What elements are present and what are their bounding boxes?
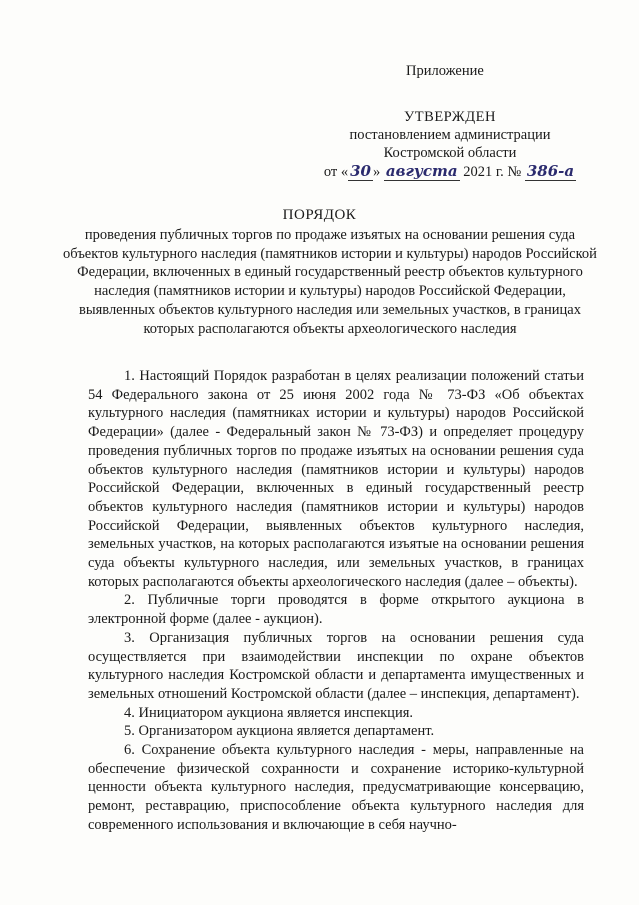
- approved-by-line-1: постановлением администрации: [349, 127, 551, 143]
- date-mid: »: [373, 164, 381, 180]
- paragraph-3: 3. Организация публичных торгов на основании решения суда осуществляется при взаимодействии инспекции по охране объектов культурного наследия Костромской области и департамента имущественных и земельных отношений Костромской области (далее – инспекция, департамент).: [88, 629, 584, 702]
- appendix-label: Приложение: [406, 63, 484, 79]
- document-body: [88, 367, 584, 835]
- handwritten-day: 30: [350, 162, 371, 180]
- document-title: ПОРЯДОК: [282, 207, 357, 223]
- paragraph-4: 4. Инициатором аукциона является инспекция.: [124, 704, 413, 721]
- date-year: 2021 г. №: [463, 164, 522, 180]
- approval-block: [300, 108, 600, 181]
- paragraph-5: 5. Организатором аукциона является департамент.: [124, 723, 435, 740]
- handwritten-month: августа: [385, 162, 458, 180]
- approved-heading: УТВЕРЖДЕН: [404, 109, 496, 125]
- approval-date-line: [300, 162, 600, 181]
- approved-by-line-2: Костромской области: [383, 145, 517, 161]
- paragraph-1: 1. Настоящий Порядок разработан в целях реализации положений статьи 54 Федерального закона от 25 июня 2002 года № 73-ФЗ «Об объектах культурного наследия (памятниках истории и культуры) народов Российской Федерации» (далее - Федеральный закон № 73-ФЗ) и определяет процедуру проведения публичных торгов по продаже изъятых на основании решения суда объектов культурного наследия (памятников истории и культуры) народов Российской Федерации, включенных в единый государственный реестр объектов культурного наследия (памятников истории и культуры) народов Российской Федерации, выявленных объектов культурного наследия, земельных участков, на которых располагаются изъятые на основании решения суда объекты культурного наследия, или земельных участков, в границах которых располагаются объекты археологического наследия (далее – объекты).: [88, 368, 584, 590]
- document-subtitle: проведения публичных торгов по продаже изъятых на основании решения суда объектов культурного наследия (памятников истории и культуры) народов Российской Федерации, включенных в единый государственный реестр объектов культурного наследия (памятников истории и культуры) народов Российской Федерации, выявленных объектов культурного наследия или земельных участков, в границах которых располагаются объекты археологического наследия: [63, 227, 597, 337]
- paragraph-6: 6. Сохранение объекта культурного наследия - меры, направленные на обеспечение физической сохранности и сохранение историко-культурной ценности объекта культурного наследия, предусматривающие консервацию, ремонт, реставрацию, приспособление объекта культурного наследия для современного использования и включающие в себя научно-: [88, 742, 584, 833]
- handwritten-doc-number: 386-а: [526, 162, 575, 180]
- date-prefix: от «: [323, 164, 349, 180]
- paragraph-2: 2. Публичные торги проводятся в форме открытого аукциона в электронной форме (далее - аукцион).: [88, 592, 584, 628]
